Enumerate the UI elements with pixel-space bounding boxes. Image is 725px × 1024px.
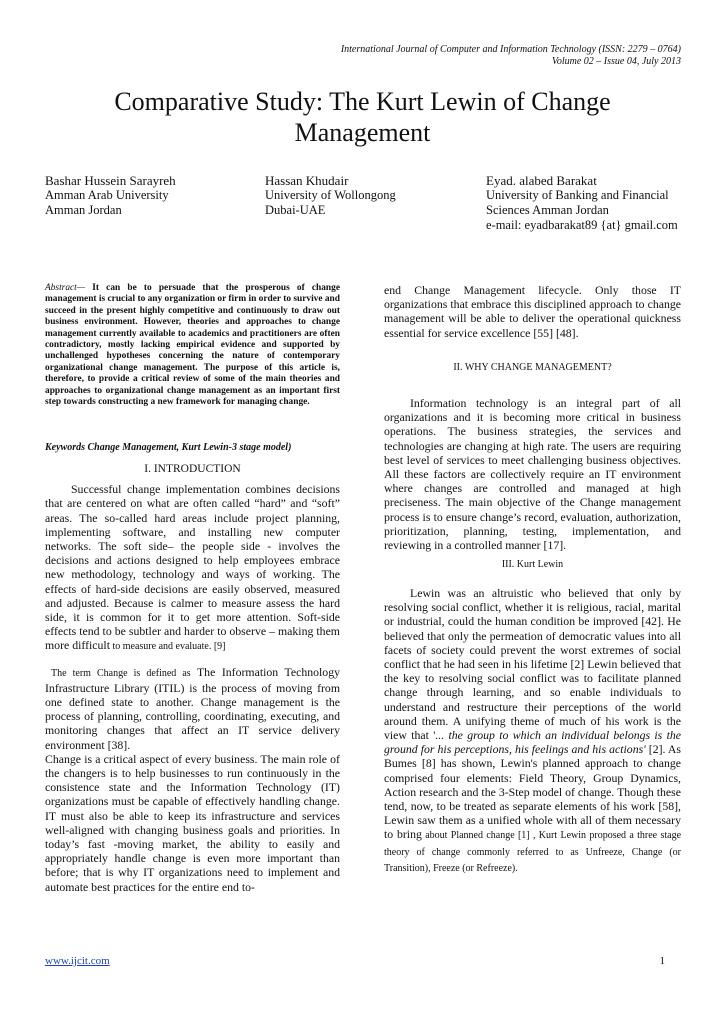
paragraph-text: Successful change implementation combines decisions that are centered on what are often called “hard” and “soft” areas. The so-called hard areas include project planning, implementing software, and installing new computer networks. The soft side– the people side - involves the decisions and actions designed to help employees embrace new methodology, technology and ways of working. The effects of hard-side decisions are easily observed, measured and adjusted. Because is calmer to measure assess the hard side, it is common for it to get more attention. Soft-side effects tend to be subtler and harder to observe – making them more difficult [45,482,340,653]
section-heading: III. Kurt Lewin [501,559,564,570]
keywords: Keywords Change Management, Kurt Lewin-3 stage model) [45,442,292,453]
paragraph [45,482,340,654]
author-block-3 [486,173,686,233]
journal-name: International Journal of Computer and Information Technology (ISSN: 2279 – 0764) [340,44,681,55]
paragraph-text-small: to measure and evaluate. [9] [109,641,226,653]
paragraph-text-small: about Planned change [1] , Kurt Lewin proposed a three stage theory of change commonly referred to as Unfreeze, Change (or Transition), Freeze (or Refreeze). [384,830,682,874]
paragraph [45,665,340,752]
abstract [45,283,340,408]
section-heading: I. INTRODUCTION [144,463,241,475]
paragraph-quote: ... the group to which an individual belongs is the ground for his perceptions, his feelings and his actions' [384,728,681,757]
section-kurt-lewin [384,586,681,876]
author-block-2 [265,173,465,218]
paragraph-text: The Information Technology Infrastructure Library (ITIL) is the process of moving from one defined state to another. Change management is the process of planning, controlling, coordinating, executing, and monitoring changes that affect an IT service delivery environment [38]. [45,664,340,752]
section-introduction [45,462,340,894]
section-heading: II. WHY CHANGE MANAGEMENT? [453,362,612,373]
author-affiliation: University of Wollongong [265,188,396,202]
author-name: Bashar Hussein Sarayreh [45,173,176,188]
paragraph [384,586,681,876]
author-location: Dubai-UAE [265,203,326,217]
author-location: Sciences Amman Jordan [486,203,609,217]
author-block-1 [45,173,245,218]
footer-link[interactable]: www.ijcit.com [45,955,110,967]
abstract-text: It can be to persuade that the prosperous of change management is crucial to any organization or firm in order to survive and succeed in the present highly competitive and continuously to draw out business environment. However, theories and approaches to change management currently available to academics and practitioners are often contradictory, mostly lacking empirical evidence and supported by unchallenged hypotheses concerning the nature of contemporary organizational change management. The purpose of this article is, therefore, to provide a critical review of some of the main theories and approaches to organizational change management as an important first step towards constructing a new framework for managing change. [45,283,340,408]
paper-title: Comparative Study: The Kurt Lewin of Change Management [114,87,611,147]
author-name: Hassan Khudair [265,173,349,188]
paragraph: end Change Management lifecycle. Only those IT organizations that embrace this disciplined approach to change management will be able to deliver the operational quickness essential for service excellence [55] [48]. [384,283,681,340]
section-why-change [384,396,681,552]
page-number: 1 [659,955,665,967]
author-location: Amman Jordan [45,203,122,217]
paragraph: Change is a critical aspect of every business. The main role of the changers is to help businesses to run continuously in the consistence state and the Information Technology (IT) organizations must be capable of effectively handling change. IT must also be able to keep its infrastructure and services well-aligned with changing business goals and priorities. In today’s fast -moving market, the ability to easily and appropriately handle change is even more important than before; that is why IT organizations need to implement and automate best practices for the entire end to- [45,751,340,894]
paragraph-text-small: The term Change is defined as [51,667,191,679]
author-affiliation: University of Banking and Financial [486,188,669,202]
abstract-label: Abstract— [45,283,86,293]
author-name: Eyad. alabed Barakat [486,173,597,188]
author-affiliation: Amman Arab University [45,188,169,202]
paragraph-text: [2]. As Bumes [8] has shown, Lewin's planned approach to change comprised four elements: Field Theory, Group Dynamics, Action research and the 3-Step model of change. Though these tend, now, to be treated as separate elements of his work [58], Lewin saw them as a unified whole with all of them necessary to bring [384,742,681,842]
journal-header [341,44,681,68]
author-email: e-mail: eyadbarakat89 {at} gmail.com [486,218,678,232]
paragraph: Information technology is an integral part of all organizations and it is becoming more critical in business operations. The business strategies, the services and technologies are changing at high rate. The users are requiring best level of services to meet challenging business objectives. All these factors are collectively require an IT environment where changes are controlled and managed at high preciseness. The main objective of the Change management process is to ensure change’s record, evaluation, authorization, prioritization, planning, testing, implementation, and reviewing in a controlled manner [17]. [384,396,681,553]
journal-volume: Volume 02 – Issue 04, July 2013 [551,56,681,67]
paragraph-text: Lewin was an altruistic who believed that only by resolving social conflict, whether it is religious, racial, marital or industrial, could the human condition be improved [42]. He believed that only the permeation of democratic values into all facets of society could prevent the worst extremes of social conflict that he had seen in his lifetime [2] Lewin believed that the key to resolving social conflict was to facilitate planned change through learning, and so enable individuals to understand and restructure their perceptions of the world around them. A unifying theme of much of his work is the view that ' [384,586,681,743]
